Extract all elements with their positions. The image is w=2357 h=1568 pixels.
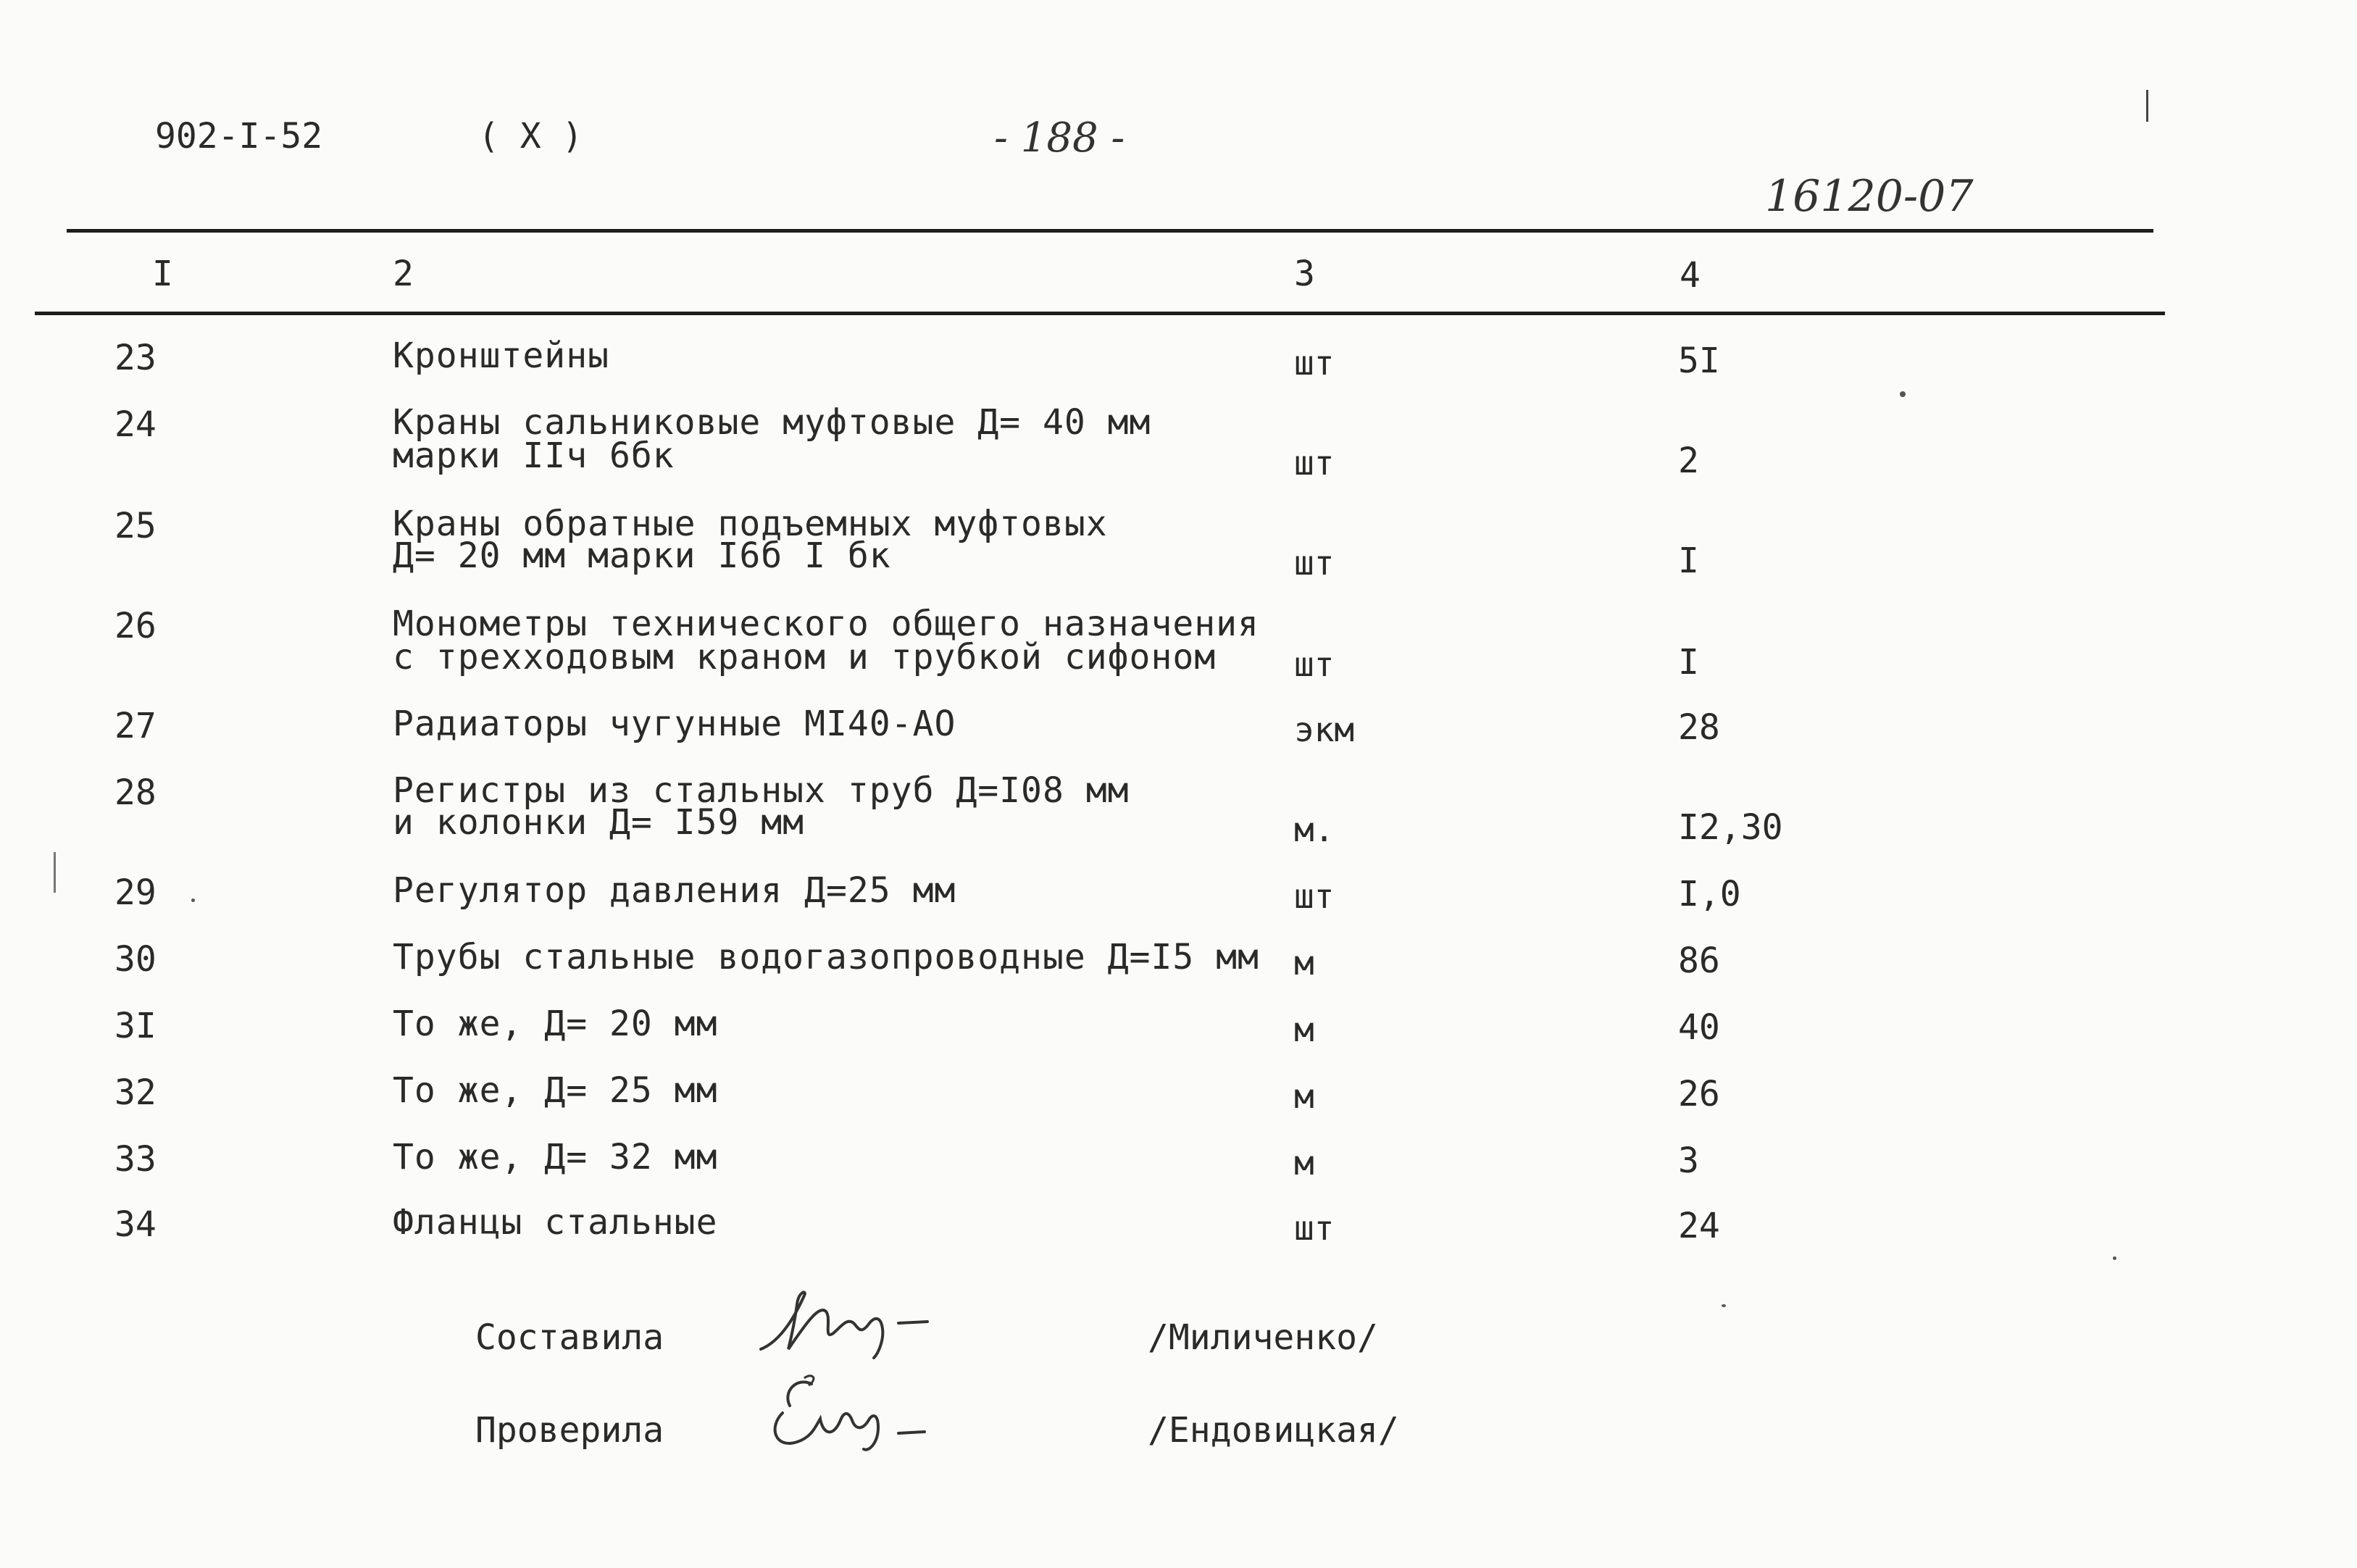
row-description: Монометры технического общего назначения xyxy=(393,604,1259,644)
row-quantity: 40 xyxy=(1678,1007,1720,1048)
checked-by-signature xyxy=(768,1362,985,1456)
compiled-by-label: Составила xyxy=(475,1317,664,1358)
table-header-rule xyxy=(35,312,2165,315)
row-number: 28 xyxy=(114,772,157,813)
document-variant: ( X ) xyxy=(478,116,583,157)
row-unit: м xyxy=(1294,943,1314,983)
row-description: Краны сальниковые муфтовые Д= 40 мм xyxy=(393,402,1151,443)
row-unit: экм xyxy=(1294,710,1355,749)
table-top-rule xyxy=(67,229,2153,233)
document-code: 902-I-52 xyxy=(155,116,323,157)
row-description: То же, Д= 25 мм xyxy=(393,1070,718,1111)
row-unit: шт xyxy=(1294,543,1335,583)
archive-number: 16120-07 xyxy=(1765,171,1974,222)
page-number: - 188 - xyxy=(994,114,1125,162)
row-number: 34 xyxy=(114,1204,157,1245)
row-unit: м. xyxy=(1294,810,1335,849)
column-header-2: 2 xyxy=(393,254,414,294)
row-description-continued: и колонки Д= I59 мм xyxy=(393,802,805,843)
row-quantity: 2 xyxy=(1678,441,1699,481)
speck xyxy=(2113,1256,2116,1260)
row-description-continued: с трехходовым краном и трубкой сифоном xyxy=(393,637,1217,677)
row-description: То же, Д= 32 мм xyxy=(393,1137,718,1177)
row-unit: м xyxy=(1294,1077,1314,1116)
row-number: 30 xyxy=(114,939,157,980)
row-quantity: 24 xyxy=(1678,1206,1720,1246)
checked-by-name: /Ендовицкая/ xyxy=(1148,1410,1399,1451)
row-description: Кронштейны xyxy=(393,335,609,376)
row-quantity: 5I xyxy=(1678,341,1720,381)
row-quantity: I xyxy=(1678,642,1699,683)
row-number: 32 xyxy=(114,1072,157,1113)
row-description: Фланцы стальные xyxy=(393,1202,718,1243)
row-number: 23 xyxy=(114,338,157,378)
row-unit: шт xyxy=(1294,645,1335,684)
row-quantity: 3 xyxy=(1678,1140,1699,1181)
row-quantity: I,0 xyxy=(1678,874,1741,914)
row-quantity: I2,30 xyxy=(1678,807,1783,848)
row-unit: м xyxy=(1294,1143,1314,1183)
speck xyxy=(1900,391,1906,397)
row-description: Радиаторы чугунные МI40-АО xyxy=(393,704,956,744)
row-description: Регулятор давления Д=25 мм xyxy=(393,870,956,911)
row-number: 27 xyxy=(114,706,157,746)
row-number: 3I xyxy=(114,1006,157,1046)
column-header-4: 4 xyxy=(1680,255,1701,296)
row-description: То же, Д= 20 мм xyxy=(393,1004,718,1044)
scan-mark xyxy=(54,852,56,893)
row-unit: м xyxy=(1294,1010,1314,1049)
row-number: 29 xyxy=(114,872,157,913)
row-quantity: 28 xyxy=(1678,707,1720,748)
row-quantity: I xyxy=(1678,541,1699,581)
row-quantity: 26 xyxy=(1678,1074,1720,1114)
row-description: Регистры из стальных труб Д=I08 мм xyxy=(393,770,1130,811)
speck xyxy=(191,898,195,902)
row-description: Краны обратные подъемных муфтовых xyxy=(393,504,1108,544)
row-unit: шт xyxy=(1294,443,1335,483)
column-header-1: I xyxy=(152,254,173,294)
checked-by-label: Проверила xyxy=(475,1410,664,1451)
row-unit: шт xyxy=(1294,877,1335,916)
row-description-continued: марки IIч 6бк xyxy=(393,435,675,476)
row-number: 33 xyxy=(114,1139,157,1180)
compiled-by-name: /Миличенко/ xyxy=(1148,1317,1378,1358)
compiled-by-signature xyxy=(754,1283,971,1362)
scan-mark xyxy=(2146,90,2148,122)
row-unit: шт xyxy=(1294,343,1335,383)
row-quantity: 86 xyxy=(1678,941,1720,981)
speck xyxy=(1722,1304,1726,1307)
row-number: 25 xyxy=(114,506,157,546)
row-number: 24 xyxy=(114,404,157,445)
row-description-continued: Д= 20 мм марки I6б I бк xyxy=(393,535,891,576)
row-number: 26 xyxy=(114,606,157,646)
row-unit: шт xyxy=(1294,1209,1335,1248)
row-description: Трубы стальные водогазопроводные Д=I5 мм xyxy=(393,937,1259,977)
column-header-3: 3 xyxy=(1294,254,1315,294)
